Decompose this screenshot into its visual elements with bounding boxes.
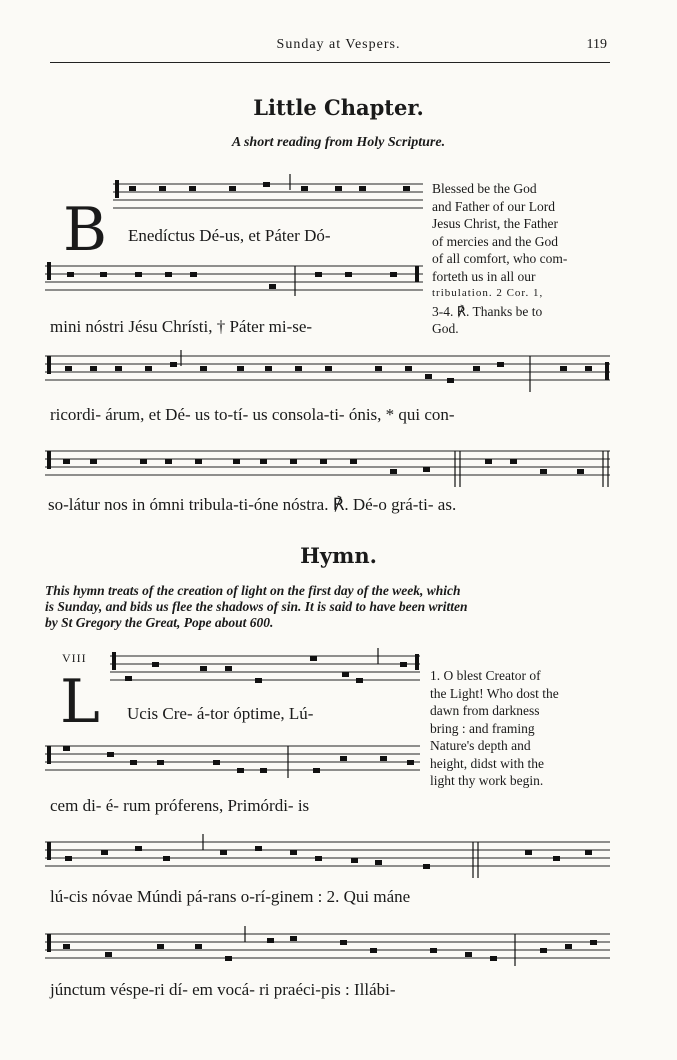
translation-line: the Light! Who dost the [430,685,559,701]
translation-line: light thy work begin. [430,773,544,788]
chant-staff-3 [45,352,610,394]
translation-line: height, didst with the [430,755,544,771]
translation-line: 1. O blest Creator of [430,668,541,683]
translation-line: and Father of our Lord [432,198,555,214]
hymn-lyric-line: júnctum véspe-ri dí- em vocá- ri praéci-pis : Illábi- [50,980,396,999]
chant-staff-1 [113,180,423,222]
translation-line: bring : and framing [430,720,535,736]
chapter-title: Little Chapter. [253,95,424,120]
chapter-initial: B [63,195,108,265]
translation-line: Nature's depth and [430,738,531,753]
translation-line: forteth us in all our [432,268,536,284]
hymn-initial: L [60,667,100,737]
chant-staff-4 [45,447,610,489]
chant-staff-6 [45,742,420,784]
chant-staff-8 [45,930,610,972]
chapter-subtitle: A short reading from Holy Scripture. [231,135,446,150]
translation-line: dawn from darkness [430,703,540,718]
translation-citation: tribulation. 2 Cor. 1, [432,287,544,299]
hymn-intro [45,583,610,631]
chant-staff-2 [45,262,423,302]
chapter-lyric-line: mini nóstri Jésu Chrísti, † Páter mi-se- [50,317,313,336]
hymn-intro-line: is Sunday, and bids us flee the shadows of sin. It is said to have been written [45,599,468,614]
running-header: Sunday at Vespers. [276,37,401,52]
hymn-lyric-line: cem di- é- rum próferens, Primórdi- is [50,796,310,815]
chapter-translation [432,180,610,338]
translation-line: God. [432,321,459,336]
chapter-lyric-line: Enedíctus Dé-us, et Páter Dó- [128,226,331,245]
hymn-title: Hymn. [300,543,377,568]
hymn-lyric-line: Ucis Cre- á-tor óptime, Lú- [127,704,314,723]
chapter-lyric-line: so-látur nos in ómni tribula-ti-óne nóstra. ℟. Dé-o grá-ti- as. [48,495,457,514]
hymn-intro-line: by St Gregory the Great, Pope about 600. [45,615,274,630]
translation-line: of all comfort, who com- [432,251,568,266]
translation-line: of mercies and the God [432,233,558,249]
translation-line: 3-4. ℟. Thanks be to [432,303,543,319]
chant-staff-5 [110,652,420,694]
chant-staff-7 [45,838,610,880]
translation-line: Blessed be the God [432,181,537,196]
header-rule [50,62,610,63]
hymn-intro-line: This hymn treats of the creation of light on the first day of the week, which [45,583,461,598]
hymn-lyric-line: lú-cis nóvae Múndi pá-rans o-rí-ginem : 2. Qui máne [50,887,411,906]
page-number: 119 [586,37,607,52]
translation-line: Jesus Christ, the Father [432,216,558,231]
hymn-translation [430,667,608,790]
chapter-lyric-line: ricordi- árum, et Dé- us to-tí- us consola-ti- ónis, * qui con- [50,405,455,424]
mode-label: VIII [62,651,87,665]
